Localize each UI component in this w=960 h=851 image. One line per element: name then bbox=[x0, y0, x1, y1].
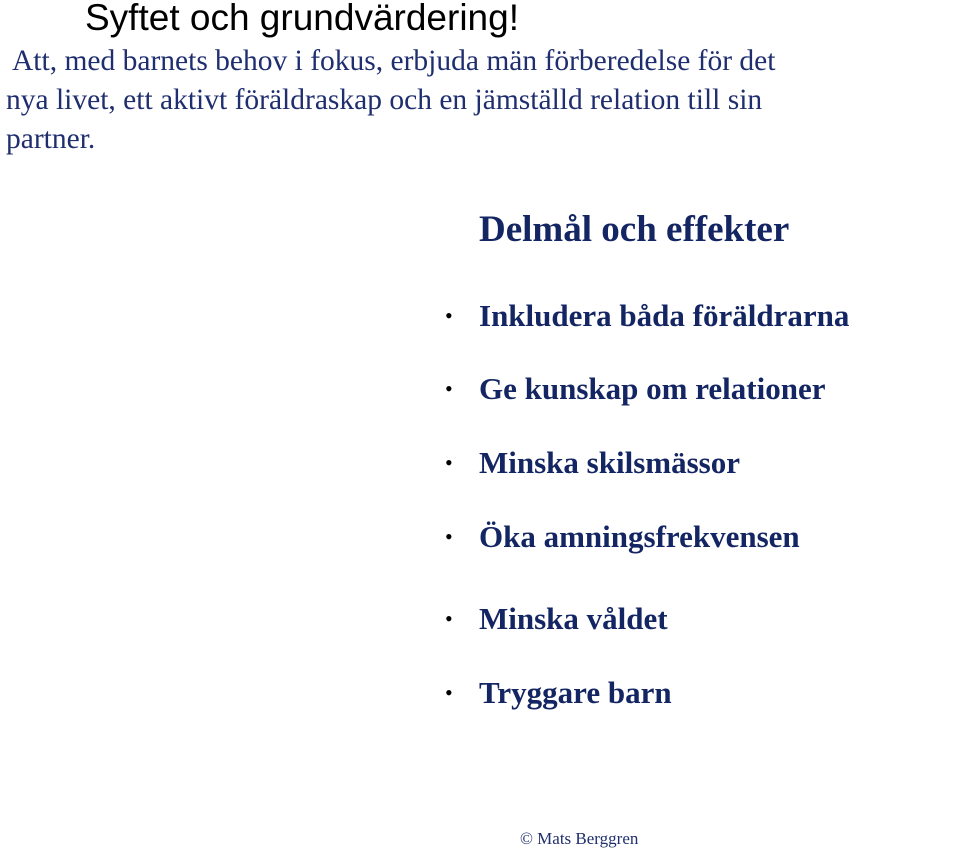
goals-heading: Delmål och effekter bbox=[479, 209, 790, 250]
bullet-icon: • bbox=[445, 450, 453, 475]
lead-line-2: nya livet, ett aktivt föräldraskap och en jämställd relation till sin bbox=[6, 84, 763, 116]
bullet-icon: • bbox=[445, 524, 453, 549]
goal-text: Minska våldet bbox=[479, 601, 668, 636]
goal-item bbox=[445, 369, 825, 409]
bullet-icon: • bbox=[445, 376, 453, 401]
footer-author: Mats Berggren bbox=[537, 829, 639, 848]
goal-item bbox=[445, 599, 668, 639]
goal-item bbox=[445, 673, 672, 713]
page-heading: Syftet och grundvärdering! bbox=[85, 0, 519, 38]
goal-text: Öka amningsfrekvensen bbox=[479, 519, 800, 554]
goal-text: Inkludera båda föräldrarna bbox=[479, 298, 850, 333]
goal-item bbox=[445, 296, 849, 336]
goal-text: Minska skilsmässor bbox=[479, 445, 740, 480]
bullet-icon: • bbox=[445, 606, 453, 631]
bullet-icon: • bbox=[445, 303, 453, 328]
goal-text: Ge kunskap om relationer bbox=[479, 371, 826, 406]
goal-item bbox=[445, 517, 800, 557]
copyright-footer bbox=[520, 829, 638, 849]
copyright-icon: © bbox=[520, 829, 533, 848]
goal-item bbox=[445, 443, 740, 483]
lead-line-3: partner. bbox=[6, 123, 96, 155]
lead-line-1: Att, med barnets behov i fokus, erbjuda män förberedelse för det bbox=[12, 45, 776, 77]
bullet-icon: • bbox=[445, 680, 453, 705]
goal-text: Tryggare barn bbox=[479, 675, 672, 710]
